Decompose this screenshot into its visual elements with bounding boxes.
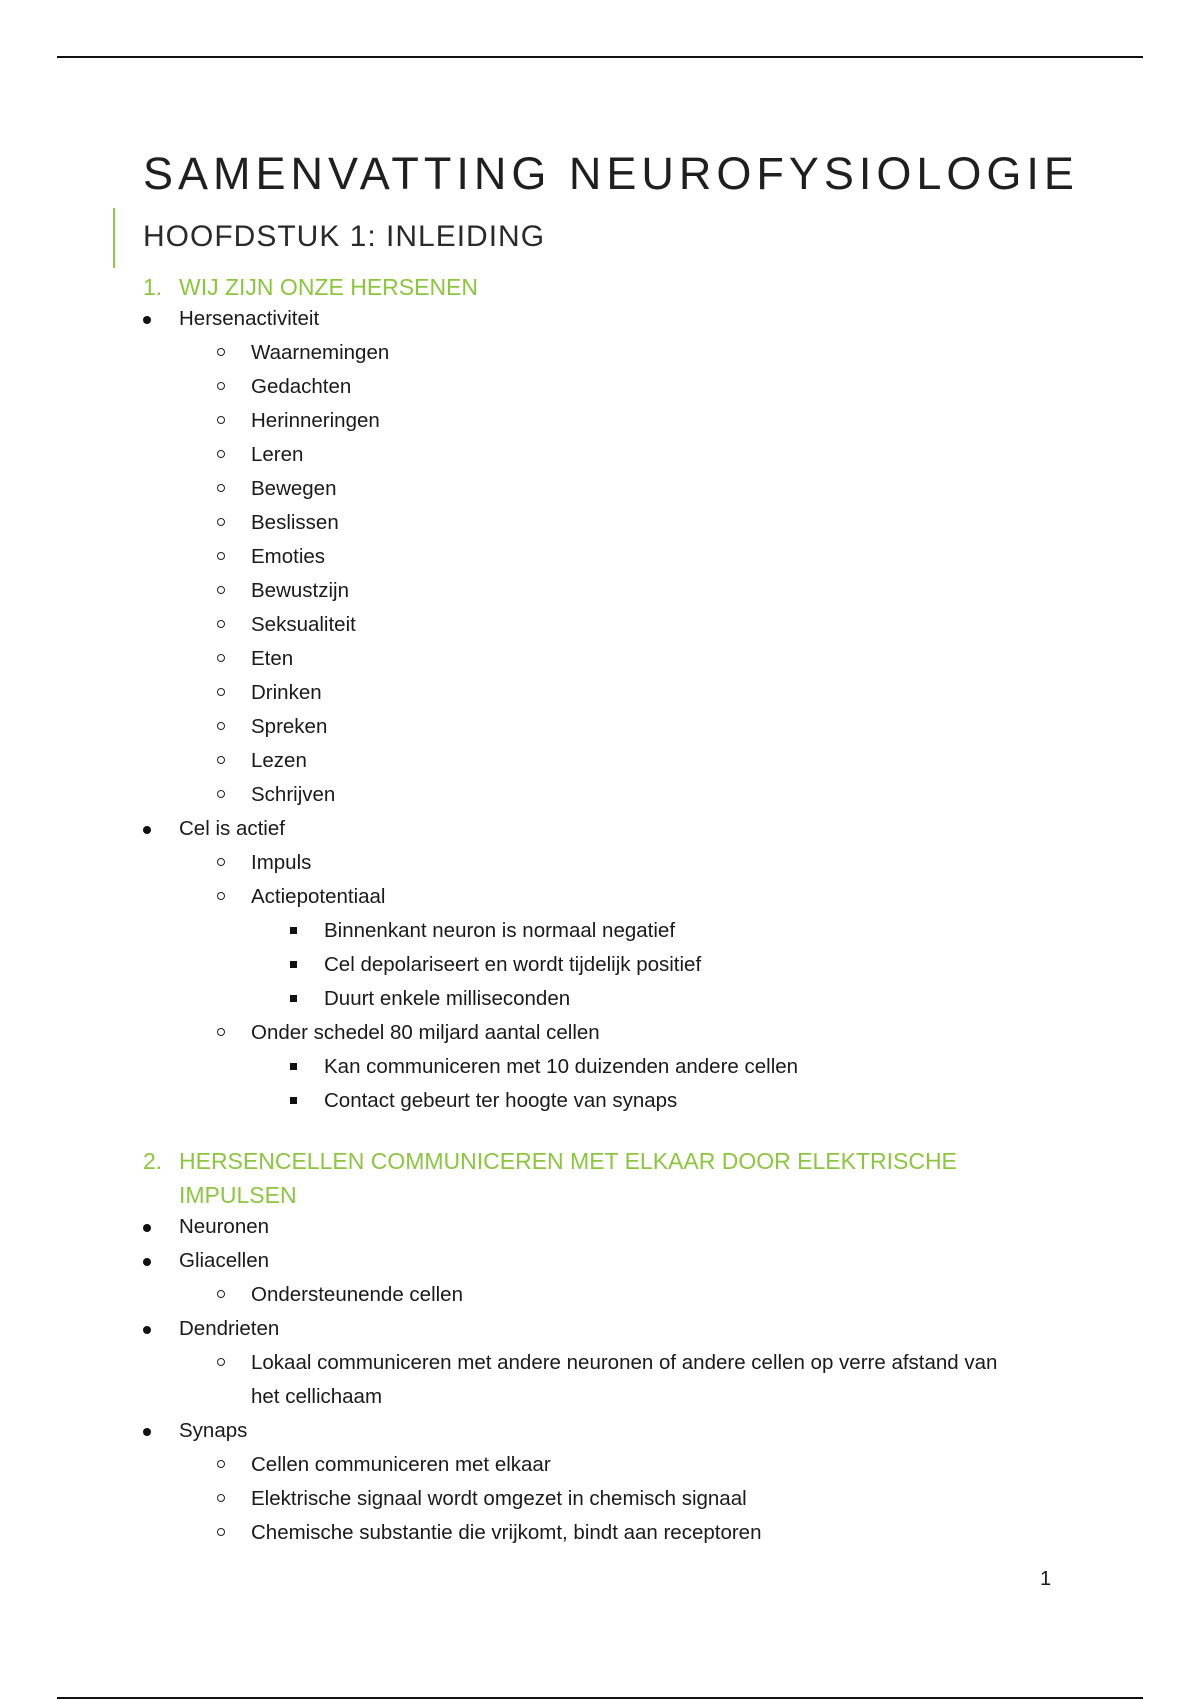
list-item-text: Drinken — [251, 681, 322, 704]
list-item — [0, 1482, 1200, 1516]
list-item-text: Cellen communiceren met elkaar — [251, 1453, 551, 1476]
list-item-text: Emoties — [251, 545, 326, 568]
circle-bullet-icon — [217, 790, 225, 798]
section-2-heading — [143, 1144, 959, 1212]
list-item — [0, 404, 1200, 438]
list-item — [0, 914, 1200, 948]
square-bullet-icon — [290, 1063, 297, 1070]
circle-bullet-icon — [217, 1358, 225, 1366]
list-item-text: Chemische substantie die vrijkomt, bindt aan receptoren — [251, 1521, 762, 1544]
list-item-text: Contact gebeurt ter hoogte van synaps — [324, 1089, 678, 1112]
circle-bullet-icon — [217, 892, 225, 900]
list-item — [0, 1448, 1200, 1482]
circle-bullet-icon — [217, 586, 225, 594]
square-bullet-icon — [290, 927, 297, 934]
list-item-text: Hersenactiviteit — [179, 307, 320, 330]
list-item — [0, 574, 1200, 608]
bullet-icon — [143, 1326, 151, 1334]
list-item — [0, 1516, 1200, 1550]
list-item — [0, 1414, 1200, 1448]
circle-bullet-icon — [217, 858, 225, 866]
circle-bullet-icon — [217, 1494, 225, 1502]
list-item — [0, 608, 1200, 642]
list-item — [0, 336, 1200, 370]
chapter-accent-bar — [113, 208, 115, 268]
footer-rule — [57, 1697, 1143, 1699]
circle-bullet-icon — [217, 1028, 225, 1036]
document-title: SAMENVATTING NEUROFYSIOLOGIE — [143, 148, 1079, 199]
circle-bullet-icon — [217, 756, 225, 764]
section-1-title: WIJ ZIJN ONZE HERSENEN — [179, 274, 479, 300]
list-item — [0, 812, 1200, 846]
list-item — [0, 506, 1200, 540]
list-item-text: Bewustzijn — [251, 579, 349, 602]
list-item — [0, 744, 1200, 778]
list-item-text: Waarnemingen — [251, 341, 390, 364]
circle-bullet-icon — [217, 1290, 225, 1298]
list-item-text: Gliacellen — [179, 1249, 270, 1272]
list-item — [0, 846, 1200, 880]
circle-bullet-icon — [217, 688, 225, 696]
list-item — [0, 642, 1200, 676]
list-item-text: Cel is actief — [179, 817, 285, 840]
list-item-text: Onder schedel 80 miljard aantal cellen — [251, 1021, 600, 1044]
list-item-text: Gedachten — [251, 375, 352, 398]
list-item-text: Neuronen — [179, 1215, 270, 1238]
list-item — [0, 1210, 1200, 1244]
bullet-icon — [143, 316, 151, 324]
list-item-text: Lezen — [251, 749, 307, 772]
list-item — [0, 676, 1200, 710]
circle-bullet-icon — [217, 484, 225, 492]
square-bullet-icon — [290, 961, 297, 968]
list-item — [0, 1050, 1200, 1084]
list-item-text: Impuls — [251, 851, 312, 874]
list-item — [0, 948, 1200, 982]
list-item — [0, 370, 1200, 404]
section-1-heading — [143, 270, 959, 304]
list-item — [0, 540, 1200, 574]
list-item-text: Spreken — [251, 715, 328, 738]
list-item-text: Ondersteunende cellen — [251, 1283, 463, 1306]
list-item-text: Duurt enkele milliseconden — [324, 987, 571, 1010]
section-1-number: 1. — [143, 274, 163, 300]
list-item-text: Elektrische signaal wordt omgezet in chemisch signaal — [251, 1487, 747, 1510]
header-rule — [57, 56, 1143, 58]
list-item — [0, 1346, 1200, 1414]
list-item-text: Schrijven — [251, 783, 336, 806]
bullet-icon — [143, 1428, 151, 1436]
page-number: 1 — [1040, 1568, 1052, 1590]
list-item-text: Dendrieten — [179, 1317, 280, 1340]
bullet-icon — [143, 826, 151, 834]
list-item — [0, 1084, 1200, 1118]
circle-bullet-icon — [217, 654, 225, 662]
section-2-title: HERSENCELLEN COMMUNICEREN MET ELKAAR DOOR ELEKTRISCHE IMPULSEN — [179, 1148, 957, 1208]
list-item-text: Seksualiteit — [251, 613, 356, 636]
list-item-text: Binnenkant neuron is normaal negatief — [324, 919, 676, 942]
list-item — [0, 880, 1200, 914]
circle-bullet-icon — [217, 1460, 225, 1468]
circle-bullet-icon — [217, 382, 225, 390]
list-item — [0, 472, 1200, 506]
list-item — [0, 1312, 1200, 1346]
square-bullet-icon — [290, 995, 297, 1002]
circle-bullet-icon — [217, 450, 225, 458]
circle-bullet-icon — [217, 416, 225, 424]
section-2-number: 2. — [143, 1148, 163, 1174]
circle-bullet-icon — [217, 620, 225, 628]
list-item — [0, 710, 1200, 744]
list-item-text: Synaps — [179, 1419, 248, 1442]
list-item-text: Bewegen — [251, 477, 337, 500]
chapter-heading: HOOFDSTUK 1: INLEIDING — [143, 220, 546, 253]
bullet-icon — [143, 1258, 151, 1266]
list-item — [0, 1244, 1200, 1278]
circle-bullet-icon — [217, 552, 225, 560]
list-item-text: Herinneringen — [251, 409, 380, 432]
list-item — [0, 1016, 1200, 1050]
circle-bullet-icon — [217, 1528, 225, 1536]
section-2-list — [0, 1210, 1200, 1550]
square-bullet-icon — [290, 1097, 297, 1104]
list-item-text: Actiepotentiaal — [251, 885, 386, 908]
list-item-text: Cel depolariseert en wordt tijdelijk positief — [324, 953, 702, 976]
list-item — [0, 1278, 1200, 1312]
list-item — [0, 778, 1200, 812]
list-item-text: Beslissen — [251, 511, 339, 534]
list-item-text: Lokaal communiceren met andere neuronen of andere cellen op verre afstand van het cellichaam — [251, 1351, 998, 1408]
list-item — [0, 982, 1200, 1016]
list-item-text: Kan communiceren met 10 duizenden andere cellen — [324, 1055, 799, 1078]
bullet-icon — [143, 1224, 151, 1232]
section-1-list — [0, 302, 1200, 1118]
circle-bullet-icon — [217, 348, 225, 356]
list-item — [0, 438, 1200, 472]
circle-bullet-icon — [217, 518, 225, 526]
circle-bullet-icon — [217, 722, 225, 730]
list-item-text: Eten — [251, 647, 294, 670]
list-item-text: Leren — [251, 443, 304, 466]
list-item — [0, 302, 1200, 336]
